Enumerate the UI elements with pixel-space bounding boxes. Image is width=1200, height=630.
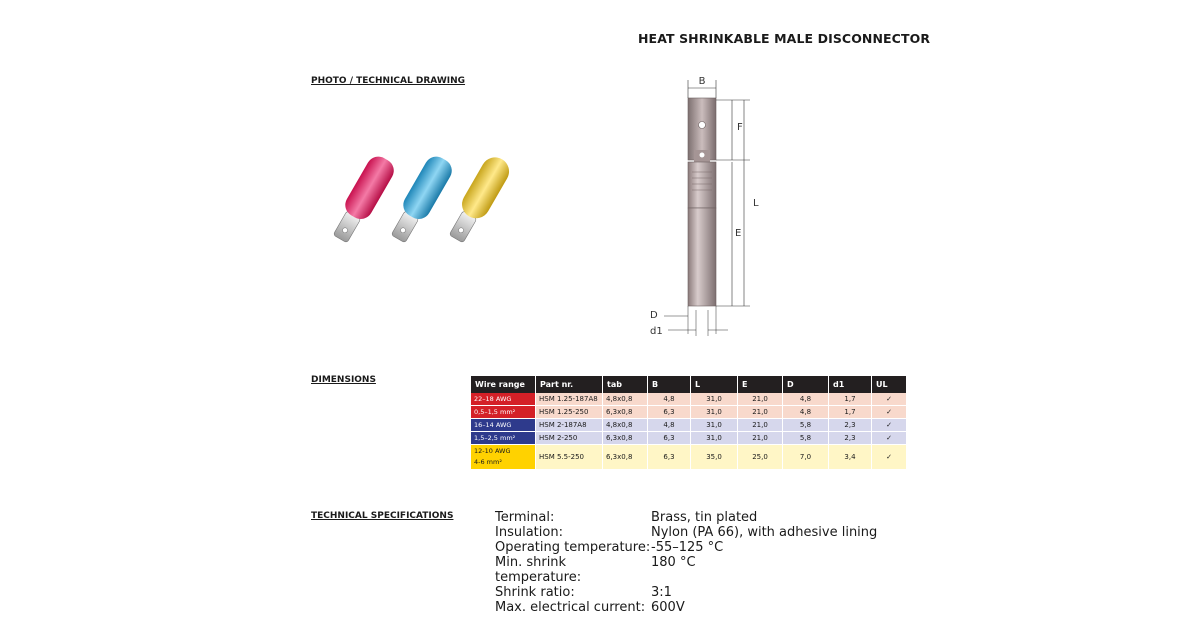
technical-drawing bbox=[640, 70, 780, 340]
pink-terminal bbox=[328, 152, 398, 246]
spec-row bbox=[495, 585, 877, 600]
cell-e: 21,0 bbox=[738, 419, 783, 432]
check-icon: ✓ bbox=[872, 393, 907, 406]
spec-key: Terminal: bbox=[495, 510, 555, 525]
label-l: L bbox=[753, 198, 759, 209]
cell-tab: 6,3x0,8 bbox=[603, 432, 648, 445]
cell-part: HSM 1.25-250 bbox=[536, 406, 603, 419]
spec-row bbox=[495, 600, 877, 615]
spec-row bbox=[495, 555, 877, 585]
spec-value: 3:1 bbox=[651, 585, 672, 600]
label-f: F bbox=[737, 122, 743, 133]
spec-value: 180 °C bbox=[651, 555, 696, 570]
page-title: HEAT SHRINKABLE MALE DISCONNECTOR bbox=[638, 31, 931, 46]
cell-d1: 1,7 bbox=[829, 406, 872, 419]
cell-tab: 4,8x0,8 bbox=[603, 393, 648, 406]
col-tab: tab bbox=[603, 376, 648, 393]
section-label-photo: PHOTO / TECHNICAL DRAWING bbox=[311, 76, 466, 86]
spec-value: 600V bbox=[651, 600, 685, 615]
wire-range-mm: 4-6 mm² bbox=[474, 458, 502, 466]
cell-l: 35,0 bbox=[691, 445, 738, 470]
check-icon: ✓ bbox=[872, 432, 907, 445]
cell-b: 4,8 bbox=[648, 419, 691, 432]
cell-e: 21,0 bbox=[738, 393, 783, 406]
cell-b: 6,3 bbox=[648, 406, 691, 419]
spec-key: Max. electrical current: bbox=[495, 600, 646, 615]
cell-part: HSM 2-187A8 bbox=[536, 419, 603, 432]
spec-row bbox=[495, 540, 877, 555]
cell-part: HSM 2-250 bbox=[536, 432, 603, 445]
cell-d1: 1,7 bbox=[829, 393, 872, 406]
spec-key: Shrink ratio: bbox=[495, 585, 575, 600]
wire-range-mm: 0,5–1,5 mm² bbox=[471, 406, 536, 419]
yellow-terminal bbox=[444, 152, 514, 246]
col-l: L bbox=[691, 376, 738, 393]
col-e: E bbox=[738, 376, 783, 393]
spec-value: -55–125 °C bbox=[651, 540, 724, 555]
cell-e: 21,0 bbox=[738, 432, 783, 445]
cell-e: 21,0 bbox=[738, 406, 783, 419]
cell-l: 31,0 bbox=[691, 393, 738, 406]
cell-l: 31,0 bbox=[691, 406, 738, 419]
table-row bbox=[471, 432, 907, 445]
cell-d: 5,8 bbox=[783, 432, 829, 445]
cell-l: 31,0 bbox=[691, 432, 738, 445]
cell-e: 25,0 bbox=[738, 445, 783, 470]
wire-range-mm: 1,5–2,5 mm² bbox=[471, 432, 536, 445]
table-row bbox=[471, 406, 907, 419]
spec-row bbox=[495, 525, 877, 540]
spec-row bbox=[495, 510, 877, 525]
spec-key: Insulation: bbox=[495, 525, 563, 540]
section-label-specs: TECHNICAL SPECIFICATIONS bbox=[311, 511, 454, 521]
check-icon: ✓ bbox=[872, 406, 907, 419]
col-part-nr: Part nr. bbox=[536, 376, 603, 393]
cell-b: 6,3 bbox=[648, 445, 691, 470]
col-ul: UL bbox=[872, 376, 907, 393]
label-b: B bbox=[698, 76, 706, 87]
cell-b: 6,3 bbox=[648, 432, 691, 445]
col-wire-range: Wire range bbox=[471, 376, 536, 393]
cell-d1: 2,3 bbox=[829, 432, 872, 445]
cell-d: 7,0 bbox=[783, 445, 829, 470]
cell-d: 4,8 bbox=[783, 406, 829, 419]
cell-d: 4,8 bbox=[783, 393, 829, 406]
section-label-dimensions: DIMENSIONS bbox=[311, 375, 376, 385]
cell-tab: 6,3x0,8 bbox=[603, 406, 648, 419]
cell-part: HSM 1.25-187A8 bbox=[536, 393, 603, 406]
cell-d1: 2,3 bbox=[829, 419, 872, 432]
spec-key: Operating temperature: bbox=[495, 540, 651, 555]
specs-list bbox=[495, 510, 877, 615]
table-header-row bbox=[471, 376, 907, 393]
wire-range-awg: 12-10 AWG bbox=[474, 447, 511, 455]
check-icon: ✓ bbox=[872, 445, 907, 470]
cell-b: 4,8 bbox=[648, 393, 691, 406]
cell-d1: 3,4 bbox=[829, 445, 872, 470]
cell-tab: 6,3x0,8 bbox=[603, 445, 648, 470]
wire-range-awg: 16–14 AWG bbox=[471, 419, 536, 432]
cell-part: HSM 5.5-250 bbox=[536, 445, 603, 470]
spec-value: Brass, tin plated bbox=[651, 510, 758, 525]
wire-range-yellow bbox=[471, 445, 536, 470]
label-d: D bbox=[650, 310, 658, 321]
cell-l: 31,0 bbox=[691, 419, 738, 432]
table-row bbox=[471, 393, 907, 406]
dimensions-table bbox=[471, 376, 907, 470]
check-icon: ✓ bbox=[872, 419, 907, 432]
col-d1: d1 bbox=[829, 376, 872, 393]
label-d1: d1 bbox=[650, 326, 663, 337]
col-d: D bbox=[783, 376, 829, 393]
product-photo bbox=[310, 150, 540, 260]
label-e: E bbox=[735, 228, 742, 239]
cell-tab: 4,8x0,8 bbox=[603, 419, 648, 432]
spec-key: Min. shrink temperature: bbox=[495, 555, 582, 585]
blue-terminal bbox=[386, 152, 456, 246]
spec-value: Nylon (PA 66), with adhesive lining bbox=[651, 525, 878, 540]
cell-d: 5,8 bbox=[783, 419, 829, 432]
table-row bbox=[471, 445, 907, 470]
table-row bbox=[471, 419, 907, 432]
wire-range-awg: 22–18 AWG bbox=[471, 393, 536, 406]
col-b: B bbox=[648, 376, 691, 393]
